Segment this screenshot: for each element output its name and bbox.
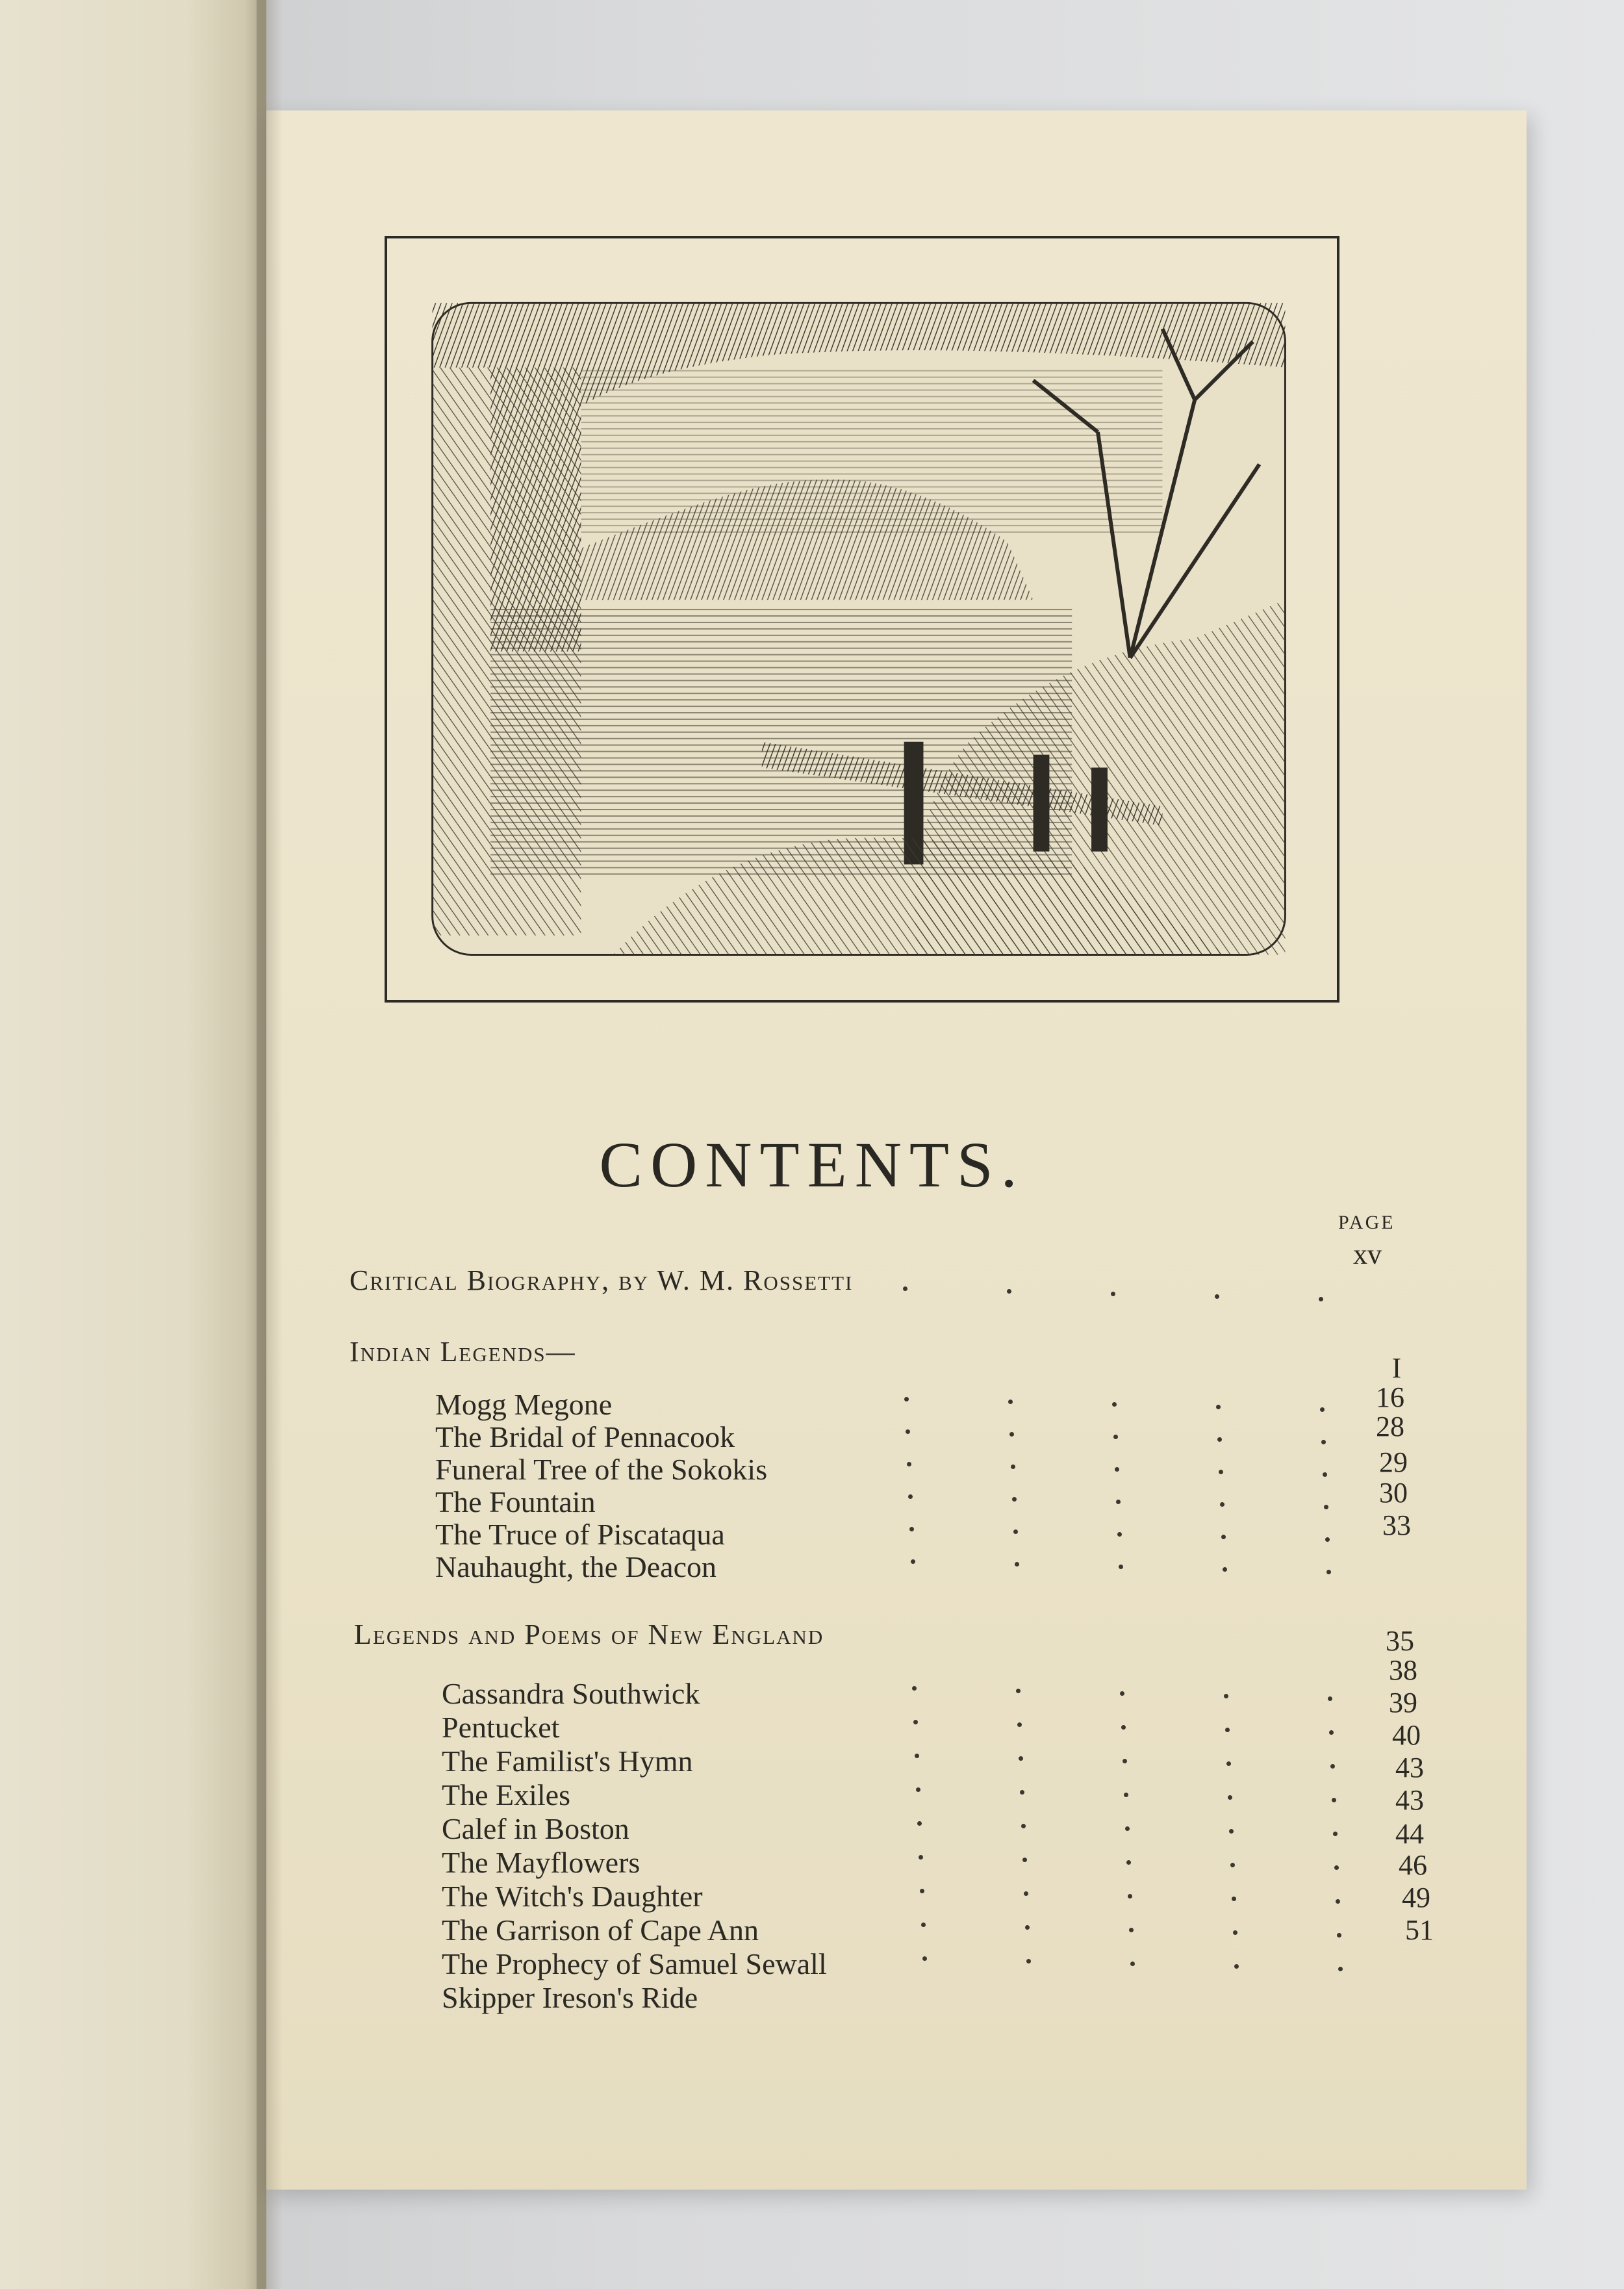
leader-dot — [1219, 1470, 1223, 1474]
leader-dot — [1333, 1832, 1338, 1836]
leader-dot — [920, 1889, 924, 1893]
page-number: 43 — [1395, 1784, 1424, 1816]
toc-entry-cassandra-southwick: Cassandra Southwick — [442, 1677, 700, 1710]
leader-dot — [1015, 1562, 1019, 1566]
leader-dot — [1112, 1402, 1117, 1407]
leader-dot — [1113, 1435, 1118, 1439]
page-number: 38 — [1389, 1654, 1417, 1686]
leader-dot — [1130, 1962, 1135, 1966]
leader-dot — [1115, 1467, 1119, 1472]
leader-dot — [1021, 1824, 1026, 1828]
leader-dot — [915, 1754, 919, 1758]
leader-dot — [1223, 1567, 1227, 1572]
leader-dot — [1325, 1537, 1330, 1542]
leader-dot — [1334, 1865, 1339, 1870]
leader-dot — [912, 1686, 917, 1691]
leader-dot — [1225, 1728, 1230, 1732]
leader-dot — [1326, 1570, 1331, 1574]
toc-entry-prophecy-samuel-sewall: The Prophecy of Samuel Sewall — [442, 1947, 827, 1980]
leader-dot — [1007, 1289, 1011, 1294]
leader-dot — [1337, 1933, 1341, 1937]
toc-entry-witchs-daughter: The Witch's Daughter — [442, 1880, 703, 1913]
leader-dot — [1229, 1829, 1234, 1834]
leader-dot — [1013, 1529, 1018, 1534]
page-number: I — [1391, 1352, 1402, 1384]
leader-dot — [1016, 1689, 1021, 1693]
leader-dot — [1121, 1725, 1126, 1730]
page-number: 51 — [1405, 1914, 1434, 1946]
toc-entry-the-mayflowers: The Mayflowers — [442, 1846, 641, 1879]
page-column-label: PAGE — [1338, 1212, 1395, 1233]
leader-dot — [922, 1956, 927, 1961]
leader-dot — [1019, 1756, 1023, 1761]
page-number: 33 — [1382, 1509, 1411, 1541]
toc-entry-bridal-of-pennacook: The Bridal of Pennacook — [435, 1420, 735, 1453]
page-number: 30 — [1379, 1477, 1408, 1509]
page-number: 28 — [1376, 1411, 1404, 1442]
toc-entry-mogg-megone: Mogg Megone — [435, 1388, 613, 1421]
leader-dot — [1008, 1400, 1013, 1404]
leader-dot — [903, 1286, 907, 1291]
leader-dot — [1017, 1722, 1022, 1727]
leader-dot — [1332, 1798, 1336, 1802]
leader-dot — [1125, 1826, 1130, 1831]
leader-dot — [1026, 1959, 1031, 1963]
leader-dot — [1009, 1432, 1014, 1437]
engraving-illustration — [385, 236, 1339, 1003]
leader-dot — [1338, 1967, 1343, 1971]
leader-dot — [921, 1923, 926, 1927]
page-number: 16 — [1376, 1381, 1404, 1413]
leader-dot — [1124, 1793, 1128, 1797]
leader-dot — [1228, 1795, 1232, 1800]
page-number: 29 — [1379, 1446, 1408, 1478]
leader-dot — [1217, 1437, 1222, 1442]
toc-entry-the-fountain: The Fountain — [435, 1485, 596, 1518]
page-number: 46 — [1399, 1849, 1427, 1881]
leader-dot — [1230, 1863, 1235, 1867]
leader-dot — [1020, 1790, 1024, 1795]
leader-dot — [1319, 1297, 1323, 1301]
leader-dot — [917, 1821, 922, 1826]
leader-dot — [1117, 1532, 1122, 1537]
toc-entry-critical-biography: Critical Biography, by W. M. Rossetti — [349, 1264, 854, 1296]
leader-dot — [1116, 1500, 1121, 1504]
toc-entry-truce-of-piscataqua: The Truce of Piscataqua — [435, 1518, 725, 1551]
leader-dot — [1233, 1930, 1237, 1935]
leader-dot — [1220, 1502, 1224, 1507]
toc-section-new-england: Legends and Poems of New England — [354, 1618, 824, 1650]
toc-entry-calef-in-boston: Calef in Boston — [442, 1812, 629, 1845]
leader-dot — [919, 1855, 923, 1860]
leader-dot — [913, 1720, 918, 1724]
page-number: 49 — [1402, 1882, 1430, 1913]
toc-entry-funeral-tree: Funeral Tree of the Sokokis — [435, 1453, 768, 1486]
leader-dot — [908, 1494, 913, 1499]
leader-dot — [1215, 1294, 1219, 1299]
leader-dot — [1224, 1694, 1228, 1698]
toc-entry-skipper-ireson: Skipper Ireson's Ride — [442, 1981, 698, 2014]
leader-dot — [1320, 1407, 1325, 1412]
leader-dot — [1022, 1858, 1027, 1862]
leader-dot — [1123, 1759, 1127, 1763]
page-number: 44 — [1395, 1818, 1424, 1850]
leader-dot — [1128, 1894, 1132, 1899]
toc-entry-familists-hymn: The Familist's Hymn — [442, 1745, 693, 1778]
leader-dot — [1221, 1535, 1226, 1539]
leader-dot — [904, 1397, 909, 1401]
leader-dot — [909, 1527, 914, 1531]
toc-section-indian-legends: Indian Legends— — [349, 1336, 576, 1368]
toc-entry-nauhaught: Nauhaught, the Deacon — [435, 1550, 717, 1583]
page-title: CONTENTS. — [599, 1129, 1025, 1201]
leader-dot — [906, 1429, 910, 1434]
leader-dot — [1126, 1860, 1131, 1865]
leader-dot — [1120, 1691, 1124, 1696]
toc-entry-garrison-of-cape-ann: The Garrison of Cape Ann — [442, 1913, 759, 1947]
leader-dot — [1012, 1497, 1017, 1502]
leader-dot — [1129, 1928, 1134, 1932]
page-number: 39 — [1389, 1687, 1417, 1719]
page-number: 43 — [1395, 1752, 1424, 1784]
leader-dot — [1011, 1464, 1015, 1469]
leader-dot — [1329, 1730, 1334, 1735]
leader-dot — [907, 1462, 911, 1466]
leader-dot — [1328, 1696, 1332, 1701]
leader-dot — [1324, 1505, 1328, 1509]
leader-dot — [1321, 1440, 1326, 1444]
page-number: 35 — [1386, 1625, 1414, 1657]
leader-dot — [911, 1559, 915, 1564]
leader-dot — [1024, 1891, 1028, 1896]
leader-dot — [1232, 1897, 1236, 1901]
leader-dot — [1336, 1899, 1340, 1904]
leader-dot — [916, 1787, 920, 1792]
leader-dot — [1234, 1964, 1239, 1969]
leader-dot — [1025, 1925, 1030, 1930]
leader-dot — [1216, 1405, 1221, 1409]
leader-dot — [1323, 1472, 1327, 1477]
leader-dot — [1330, 1764, 1335, 1769]
leader-dot — [1226, 1761, 1231, 1766]
leader-dot — [1119, 1565, 1123, 1569]
page-number: xv — [1353, 1238, 1382, 1270]
toc-entry-pentucket: Pentucket — [442, 1711, 560, 1744]
toc-entry-the-exiles: The Exiles — [442, 1778, 570, 1811]
leader-dot — [1111, 1292, 1115, 1296]
page-number: 40 — [1392, 1719, 1421, 1751]
